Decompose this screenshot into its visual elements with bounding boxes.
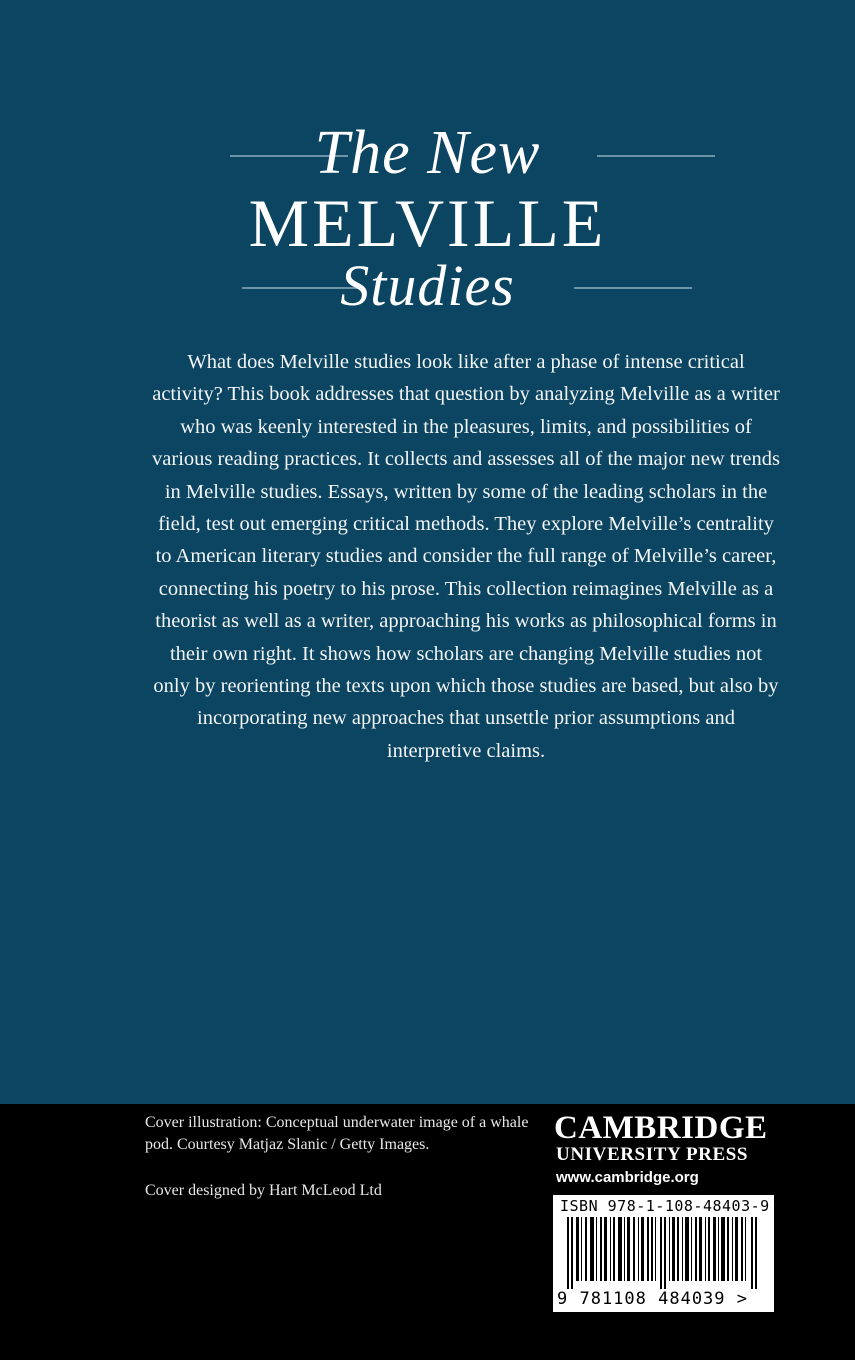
ean-digits: 9 781108 484039 > xyxy=(557,1289,748,1309)
publisher-url: www.cambridge.org xyxy=(556,1169,699,1186)
book-description: What does Melville studies look like after a phase of intense critical activity? This book addresses that question by analyzing Melville as a writer who was keenly interested in the pleasures, limits, and possibilities of various reading practices. It collects and assesses all of the major new trends in Melville studies. Essays, written by some of the leading scholars in the field, test out emerging critical methods. They explore Melville’s centrality to American literary studies and consider the full range of Melville’s career, connecting his poetry to his prose. This collection reimagines Melville as a theorist as well as a writer, approaching his works as philosophical forms in their own right. It shows how scholars are changing Melville studies not only by reorienting the texts upon which those studies are based, but also by incorporating new approaches that unsettle prior assumptions and interpretive claims. xyxy=(152,351,780,762)
publisher-subtitle: UNIVERSITY PRESS xyxy=(556,1144,749,1165)
isbn-label: ISBN 978-1-108-48403-9 xyxy=(560,1197,770,1215)
title-line-2: MELVILLE xyxy=(248,185,607,261)
title-line-1: The New xyxy=(314,119,541,187)
publisher-name: CAMBRIDGE xyxy=(554,1110,768,1146)
barcode-bars-icon xyxy=(567,1217,761,1289)
barcode-block xyxy=(553,1195,774,1312)
cover-illustration-credit: Cover illustration: Conceptual underwater image of a whale pod. Courtesy Matjaz Slanic / Getty Images. xyxy=(145,1114,529,1153)
cover-design-credit: Cover designed by Hart McLeod Ltd xyxy=(145,1182,382,1199)
title-line-3: Studies xyxy=(340,253,515,318)
